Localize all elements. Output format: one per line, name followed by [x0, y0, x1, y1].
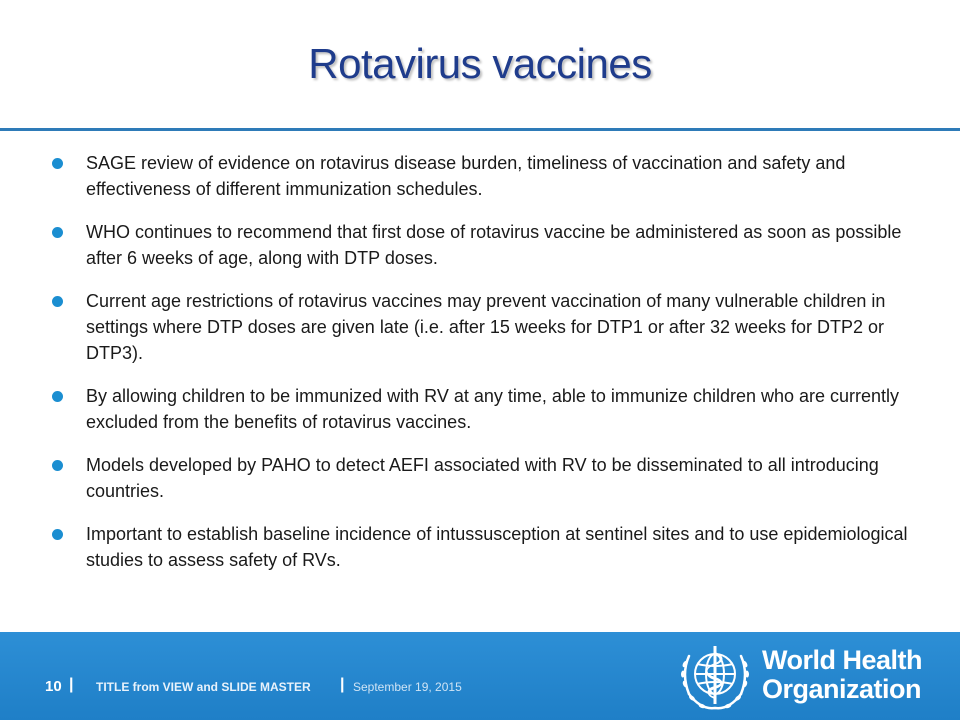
who-emblem-icon [675, 638, 755, 716]
footer-bar [0, 632, 960, 720]
bullet-list [52, 150, 932, 590]
bullet-item [52, 150, 932, 202]
bullet-item [52, 219, 932, 271]
footer-title: TITLE from VIEW and SLIDE MASTER [96, 680, 311, 694]
bullet-item [52, 383, 932, 435]
title-divider [0, 128, 960, 131]
bullet-dot-icon [52, 391, 63, 402]
bullet-dot-icon [52, 460, 63, 471]
bullet-dot-icon [52, 296, 63, 307]
footer-separator: | [69, 676, 74, 693]
bullet-text: Important to establish baseline incidence of intussusception at sentinel sites and to use epidemiological studies to assess safety of RVs. [86, 524, 908, 570]
bullet-item [52, 452, 932, 504]
org-line-2: Organization [762, 674, 922, 704]
organization-name [762, 646, 922, 704]
bullet-dot-icon [52, 158, 63, 169]
slide-title: Rotavirus vaccines [308, 40, 652, 87]
bullet-text: SAGE review of evidence on rotavirus disease burden, timeliness of vaccination and safety and effectiveness of different immunization schedules. [86, 153, 846, 199]
page-number: 10 [45, 678, 62, 695]
bullet-text: Models developed by PAHO to detect AEFI associated with RV to be disseminated to all introducing countries. [86, 455, 879, 501]
footer-date: September 19, 2015 [353, 680, 462, 694]
footer-separator: | [340, 676, 345, 693]
bullet-text: By allowing children to be immunized with RV at any time, able to immunize children who are currently excluded from the benefits of rotavirus vaccines. [86, 386, 900, 432]
bullet-item [52, 288, 932, 366]
bullet-dot-icon [52, 529, 63, 540]
bullet-text: WHO continues to recommend that first dose of rotavirus vaccine be administered as soon as possible after 6 weeks of age, along with DTP doses. [86, 222, 902, 268]
bullet-text: Current age restrictions of rotavirus vaccines may prevent vaccination of many vulnerable children in settings where DTP doses are given late (i.e. after 15 weeks for DTP1 or after 32 weeks for DTP2 or DTP3). [86, 291, 886, 363]
bullet-item [52, 521, 932, 573]
bullet-dot-icon [52, 227, 63, 238]
org-line-1: World Health [762, 645, 923, 675]
